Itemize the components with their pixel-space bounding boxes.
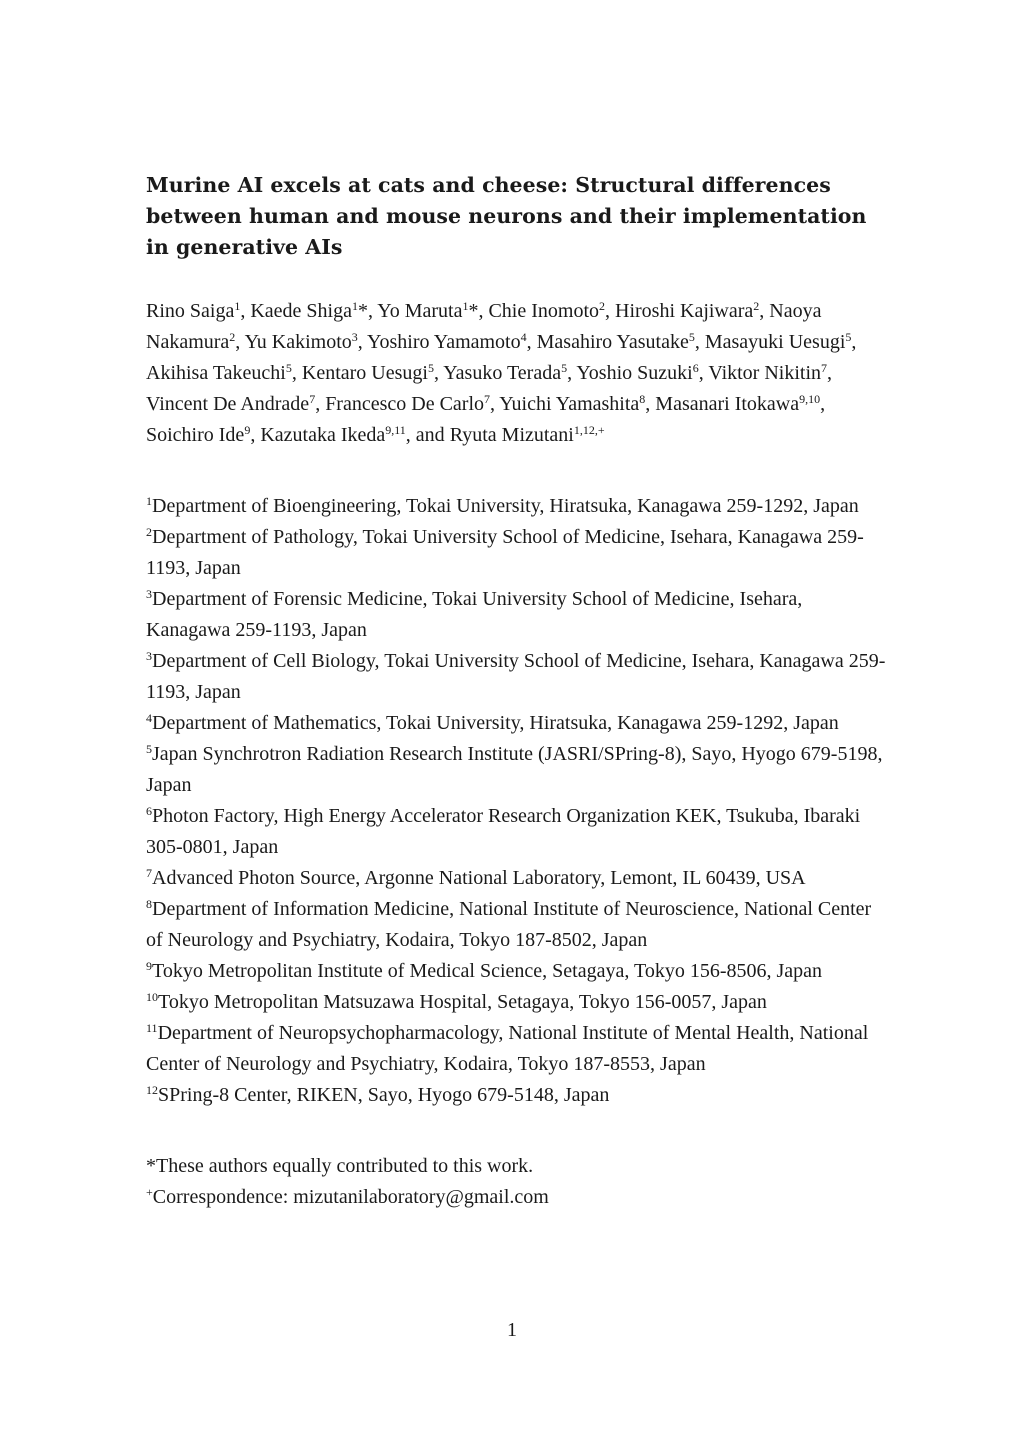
author-separator: ,: [291, 362, 302, 384]
author: [537, 331, 705, 353]
author-separator: ,: [240, 300, 251, 322]
author-separator: ,: [235, 331, 245, 353]
affiliation: [146, 491, 886, 522]
correspondence-mark: +: [146, 1185, 153, 1199]
author-name: Yoshiro Yamamoto: [367, 331, 521, 353]
author-affiliation-number: 8: [639, 392, 646, 406]
affiliation: [146, 739, 886, 801]
author-name: Kaede Shiga: [250, 300, 352, 322]
author-separator: , and: [405, 424, 450, 446]
author-affiliation-number: 1: [351, 299, 358, 313]
author: [146, 362, 302, 384]
author-affiliation-number: 5: [561, 361, 568, 375]
author-name: Yuichi Yamashita: [499, 393, 640, 415]
affiliation-text: Department of Information Medicine, National Institute of Neuroscience, National Center of Neurology and Psychiatry, Kodaira, Tokyo 187-8502, Japan: [146, 898, 872, 951]
author-separator: ,: [250, 424, 261, 446]
affiliation-text: Department of Mathematics, Tokai University, Hiratsuka, Kanagawa 259-1292, Japan: [152, 712, 839, 734]
affiliation: [146, 584, 886, 646]
author-affiliation-number: 5: [688, 330, 695, 344]
author-separator: ,: [820, 393, 826, 415]
author-name: Yu Kakimoto: [244, 331, 352, 353]
author-separator: ,: [357, 331, 368, 353]
author-affiliation-number: 5: [285, 361, 292, 375]
author-separator: ,: [827, 362, 833, 384]
author-affiliation-number: 9,10: [799, 392, 821, 406]
affiliation-text: Department of Bioengineering, Tokai University, Hiratsuka, Kanagawa 259-1292, Japan: [152, 495, 859, 517]
author-name: Masahiro Yasutake: [536, 331, 689, 353]
affiliation-number: 11: [146, 1021, 158, 1035]
equal-contribution-note: *These authors equally contributed to this work.: [146, 1155, 534, 1177]
author-list: [146, 296, 886, 451]
author-separator: ,: [315, 393, 326, 415]
author-name: Kazutaka Ikeda: [260, 424, 386, 446]
author-name: Hiroshi Kajiwara: [615, 300, 754, 322]
author: [260, 424, 449, 446]
author: [499, 393, 655, 415]
author-name: Akihisa Takeuchi: [146, 362, 286, 384]
author-affiliation-number: 9,11: [385, 423, 406, 437]
paper-title: Murine AI excels at cats and cheese: Structural differences between human and mouse neurons and their implementation in generative AIs: [146, 173, 867, 259]
author-affiliation-number: 2: [753, 299, 760, 313]
author: [146, 424, 260, 446]
author: [443, 362, 576, 384]
author: [146, 300, 250, 322]
affiliation: [146, 708, 886, 739]
author-affiliation-number: 4: [520, 330, 527, 344]
affiliation: [146, 1080, 886, 1111]
equal-contribution-mark: *: [468, 300, 479, 322]
affiliation-number: 3: [146, 587, 152, 601]
affiliation-number: 8: [146, 897, 152, 911]
author-name: Masanari Itokawa: [655, 393, 800, 415]
author-separator: ,: [694, 331, 705, 353]
affiliation: [146, 894, 886, 956]
author-separator: ,: [433, 362, 444, 384]
author-notes: [146, 1151, 886, 1213]
affiliation-text: Department of Cell Biology, Tokai University School of Medicine, Isehara, Kanagawa 259-1193, Japan: [146, 650, 886, 703]
affiliation-number: 2: [146, 525, 152, 539]
author: [377, 300, 488, 322]
affiliation: [146, 863, 886, 894]
author-name: Ryuta Mizutani: [449, 424, 574, 446]
author: [576, 362, 708, 384]
affiliation-text: Advanced Photon Source, Argonne National Laboratory, Lemont, IL 60439, USA: [152, 867, 806, 889]
author-affiliation-number: 2: [229, 330, 236, 344]
author-affiliation-number: 3: [351, 330, 358, 344]
author-name: Masayuki Uesugi: [704, 331, 846, 353]
affiliation-text: SPring-8 Center, RIKEN, Sayo, Hyogo 679-5148, Japan: [158, 1084, 610, 1106]
author-name: Yasuko Terada: [443, 362, 562, 384]
affiliation: [146, 646, 886, 708]
title-page-content: [146, 170, 886, 1213]
author-name: Yo Maruta: [377, 300, 463, 322]
author: [245, 331, 367, 353]
author-name: Vincent De Andrade: [146, 393, 310, 415]
author: [367, 331, 537, 353]
author-affiliation-number: 6: [692, 361, 699, 375]
author-name: Francesco De Carlo: [325, 393, 485, 415]
affiliation-text: Department of Forensic Medicine, Tokai University School of Medicine, Isehara, Kanagawa 259-1193, Japan: [146, 588, 803, 641]
affiliation: [146, 987, 886, 1018]
affiliation: [146, 1018, 886, 1080]
author: [250, 300, 377, 322]
page-number: 1: [507, 1319, 517, 1341]
author-separator: ,: [478, 300, 489, 322]
author: [708, 362, 832, 384]
affiliation-number: 12: [146, 1083, 158, 1097]
author-separator: ,: [698, 362, 709, 384]
affiliation-number: 5: [146, 742, 152, 756]
author-affiliation-number: 7: [484, 392, 491, 406]
author-separator: ,: [759, 300, 770, 322]
correspondence-text: Correspondence: mizutanilaboratory@gmail.com: [152, 1186, 549, 1208]
author: [325, 393, 499, 415]
affiliation-text: Tokyo Metropolitan Institute of Medical Science, Setagaya, Tokyo 156-8506, Japan: [152, 960, 823, 982]
affiliation: [146, 801, 886, 863]
affiliation-text: Department of Neuropsychopharmacology, National Institute of Mental Health, National Center of Neurology and Psychiatry, Kodaira, Tokyo 187-8553, Japan: [146, 1022, 869, 1075]
author-affiliation-number: 2: [599, 299, 605, 313]
author: [705, 331, 857, 353]
author-separator: ,: [645, 393, 656, 415]
affiliation-list: [146, 491, 886, 1111]
author: [615, 300, 769, 322]
author: [146, 393, 325, 415]
affiliation-number: 1: [146, 494, 152, 508]
affiliation-text: Photon Factory, High Energy Accelerator Research Organization KEK, Tsukuba, Ibaraki 305-0801, Japan: [146, 805, 861, 858]
author-affiliation-number: 5: [427, 361, 434, 375]
author-name: Soichiro Ide: [146, 424, 245, 446]
affiliation-text: Tokyo Metropolitan Matsuzawa Hospital, Setagaya, Tokyo 156-0057, Japan: [158, 991, 767, 1013]
correspondence-note: [146, 1182, 886, 1213]
author: [450, 424, 605, 446]
author-name: Chie Inomoto: [488, 300, 599, 322]
author-affiliation-number: 1,12,+: [573, 423, 605, 437]
author-name: Yoshio Suzuki: [576, 362, 693, 384]
author-separator: ,: [367, 300, 378, 322]
author: [655, 393, 825, 415]
affiliation-number: 10: [146, 990, 158, 1004]
author-separator: ,: [851, 331, 857, 353]
author-name: Kentaro Uesugi: [301, 362, 428, 384]
author-separator: ,: [490, 393, 500, 415]
author-affiliation-number: 1: [234, 299, 241, 313]
affiliation-text: Department of Pathology, Tokai University School of Medicine, Isehara, Kanagawa 259-1193, Japan: [146, 526, 864, 579]
affiliation-number: 3: [146, 649, 152, 663]
author-affiliation-number: 7: [309, 392, 316, 406]
equal-contribution-mark: *: [357, 300, 368, 322]
author-separator: ,: [605, 300, 615, 322]
author-name: Viktor Nikitin: [708, 362, 822, 384]
author-affiliation-number: 7: [821, 361, 828, 375]
author: [302, 362, 443, 384]
author-separator: ,: [567, 362, 577, 384]
affiliation-number: 4: [146, 711, 152, 725]
affiliation-text: Japan Synchrotron Radiation Research Institute (JASRI/SPring-8), Sayo, Hyogo 679-5198, Japan: [146, 743, 883, 796]
author-affiliation-number: 9: [244, 423, 251, 437]
affiliation: [146, 522, 886, 584]
affiliation-number: 6: [146, 804, 152, 818]
author-affiliation-number: 1: [462, 299, 469, 313]
affiliation: [146, 956, 886, 987]
affiliation-number: 7: [146, 866, 152, 880]
author-name: Rino Saiga: [146, 300, 235, 322]
author: [488, 300, 615, 322]
author-affiliation-number: 5: [845, 330, 852, 344]
author-separator: ,: [526, 331, 537, 353]
author-name: Naoya Nakamura: [146, 300, 822, 353]
affiliation-number: 9: [146, 959, 152, 973]
